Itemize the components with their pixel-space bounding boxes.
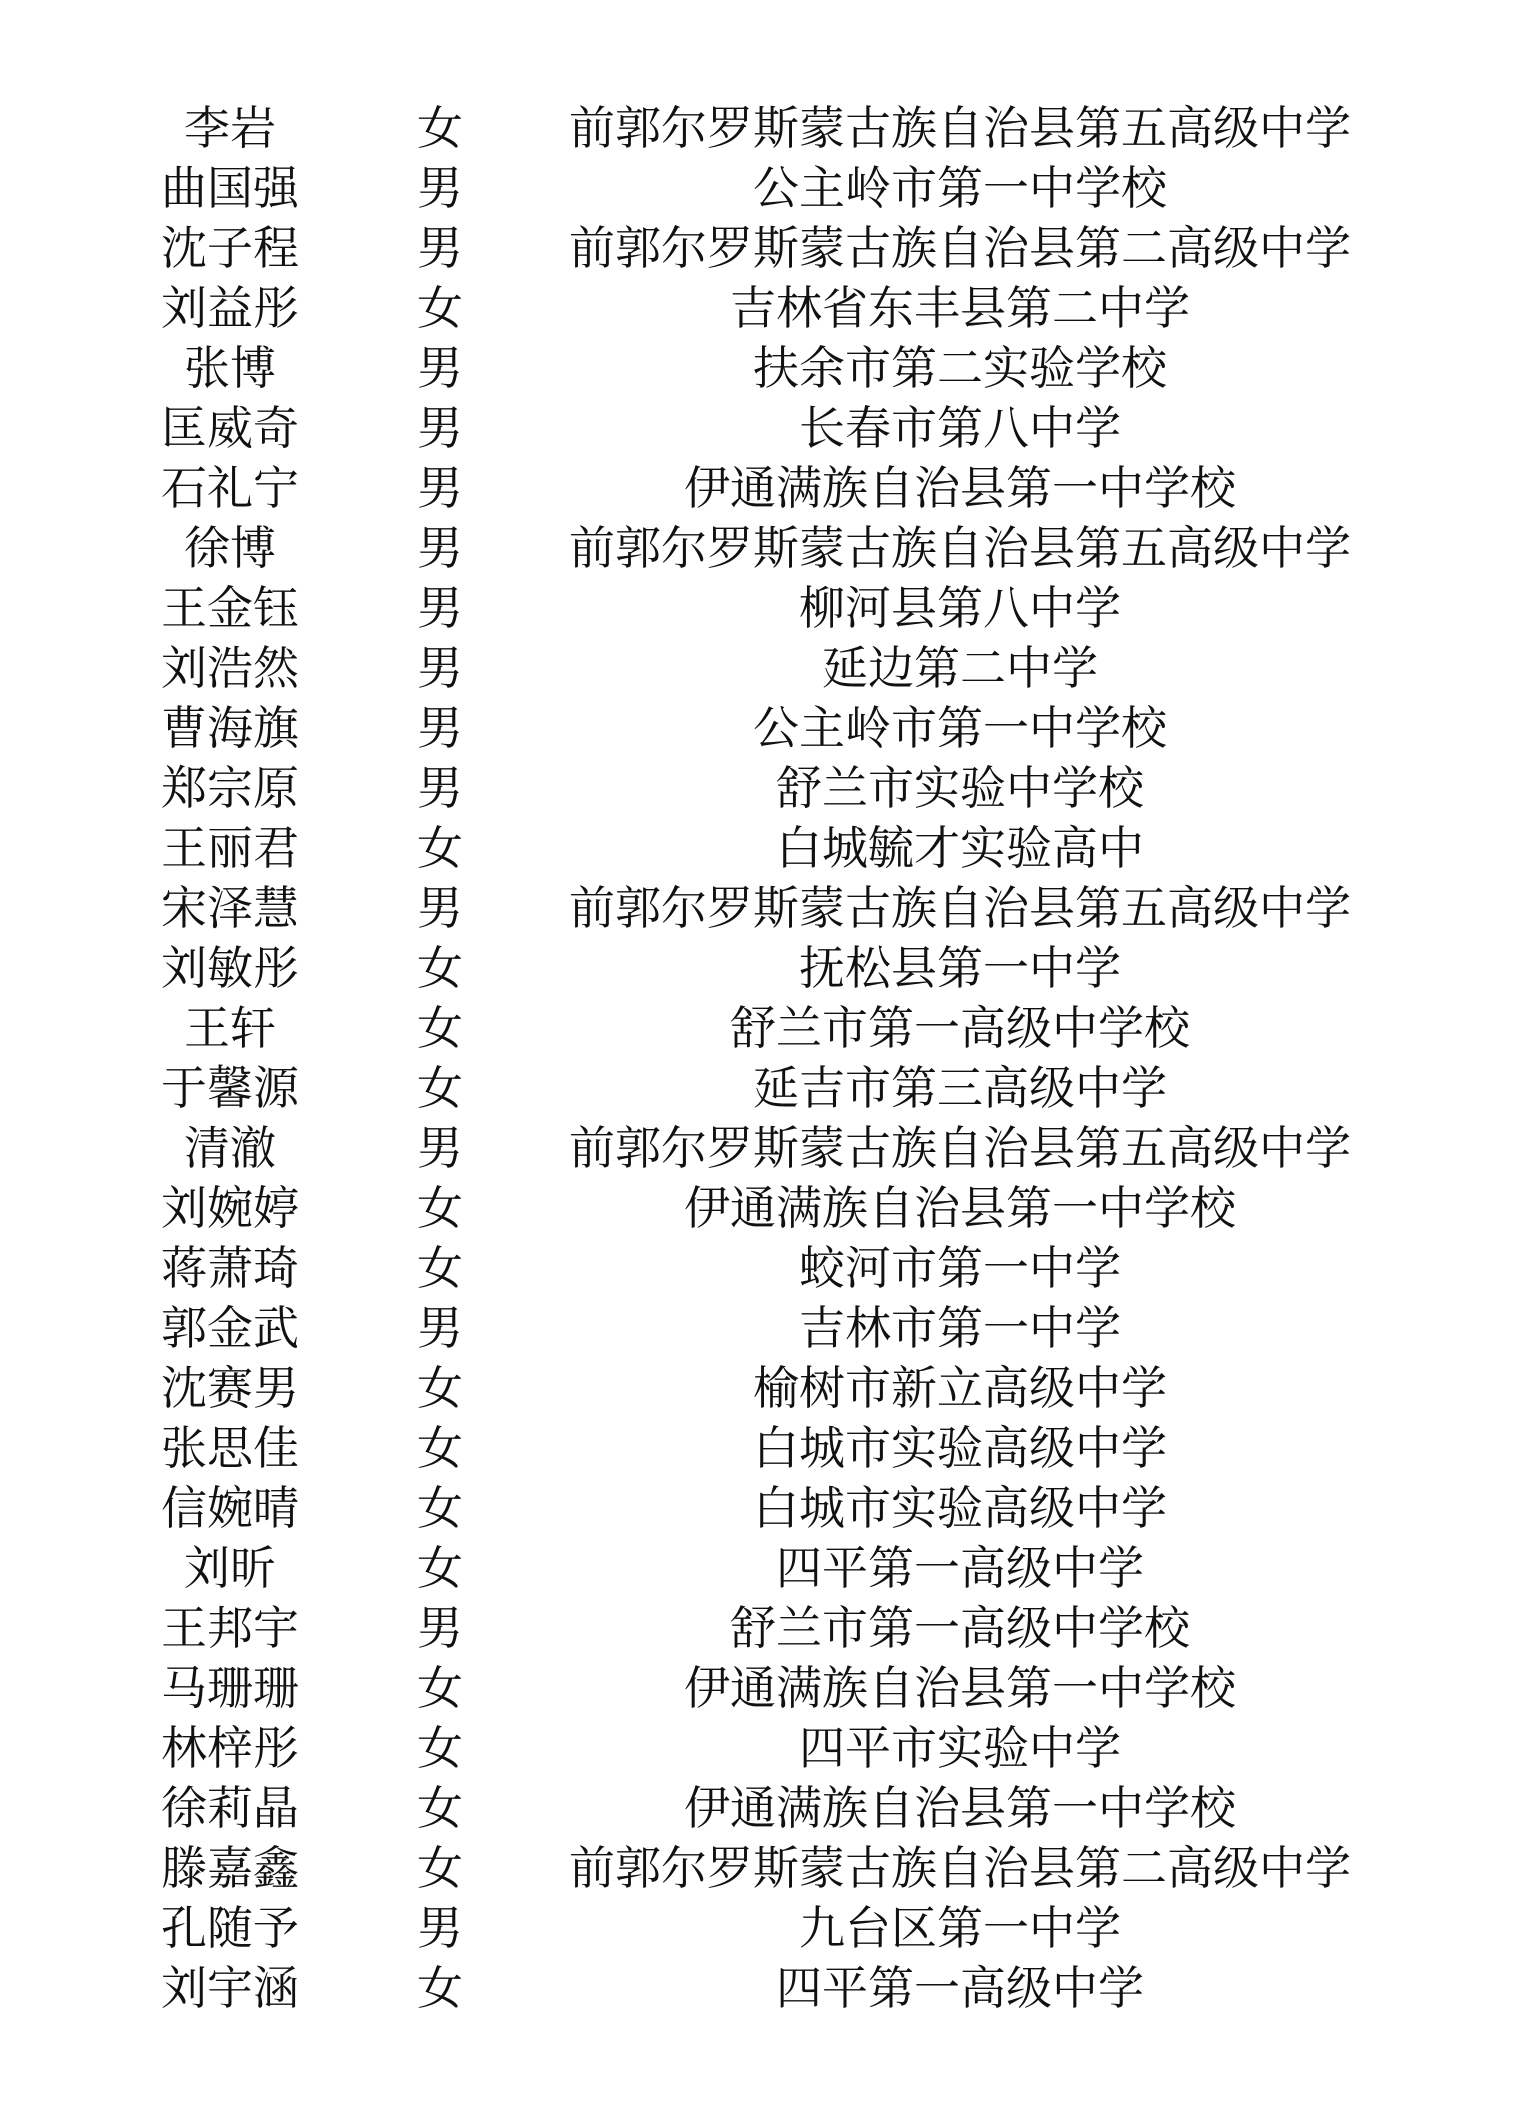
student-name: 曹海旗 [161,701,299,755]
student-name: 宋泽慧 [161,881,299,935]
student-school: 长春市第八中学 [799,401,1121,455]
student-school: 蛟河市第一中学 [799,1241,1121,1295]
student-gender: 女 [417,101,463,155]
student-school: 前郭尔罗斯蒙古族自治县第五高级中学 [569,101,1351,155]
roster-row [0,98,1522,158]
student-gender: 女 [417,1421,463,1475]
roster-row [0,1478,1522,1538]
student-name: 李岩 [184,101,276,155]
student-name: 于馨源 [161,1061,299,1115]
roster-row [0,218,1522,278]
student-name: 沈赛男 [161,1361,299,1415]
student-school: 榆树市新立高级中学 [753,1361,1167,1415]
student-name: 沈子程 [161,221,299,275]
student-school: 白城市实验高级中学 [753,1481,1167,1535]
roster-row [0,638,1522,698]
roster-row [0,818,1522,878]
student-school: 伊通满族自治县第一中学校 [684,1781,1236,1835]
student-name: 王轩 [184,1001,276,1055]
student-gender: 女 [417,1661,463,1715]
student-gender: 男 [417,161,463,215]
student-name: 信婉晴 [161,1481,299,1535]
student-school: 公主岭市第一中学校 [753,701,1167,755]
roster-row [0,1238,1522,1298]
student-gender: 男 [417,461,463,515]
roster-row [0,458,1522,518]
student-name: 刘宇涵 [161,1961,299,2015]
student-gender: 男 [417,1121,463,1175]
student-school: 柳河县第八中学 [799,581,1121,635]
student-gender: 女 [417,1361,463,1415]
student-gender: 女 [417,281,463,335]
roster-row [0,758,1522,818]
student-gender: 男 [417,341,463,395]
student-school: 扶余市第二实验学校 [753,341,1167,395]
roster-row [0,1658,1522,1718]
student-gender: 男 [417,221,463,275]
roster-row [0,998,1522,1058]
student-gender: 男 [417,641,463,695]
roster-row [0,398,1522,458]
student-school: 前郭尔罗斯蒙古族自治县第二高级中学 [569,221,1351,275]
roster-row [0,578,1522,638]
student-name: 匡威奇 [161,401,299,455]
roster-row [0,338,1522,398]
student-name: 刘浩然 [161,641,299,695]
student-name: 马珊珊 [161,1661,299,1715]
student-gender: 男 [417,1901,463,1955]
student-gender: 女 [417,821,463,875]
student-gender: 女 [417,1001,463,1055]
student-school: 前郭尔罗斯蒙古族自治县第二高级中学 [569,1841,1351,1895]
roster-row [0,1418,1522,1478]
student-gender: 男 [417,701,463,755]
roster-row [0,698,1522,758]
student-school: 四平第一高级中学 [776,1961,1144,2015]
student-school: 吉林市第一中学 [799,1301,1121,1355]
student-name: 蒋萧琦 [161,1241,299,1295]
student-name: 郭金武 [161,1301,299,1355]
roster-row [0,1598,1522,1658]
student-school: 白城毓才实验高中 [776,821,1144,875]
student-school: 延吉市第三高级中学 [753,1061,1167,1115]
student-name: 刘婉婷 [161,1181,299,1235]
student-name: 徐博 [184,521,276,575]
student-gender: 男 [417,1601,463,1655]
student-gender: 男 [417,401,463,455]
student-gender: 女 [417,1541,463,1595]
student-gender: 男 [417,761,463,815]
student-school: 吉林省东丰县第二中学 [730,281,1190,335]
roster-row [0,1298,1522,1358]
student-gender: 女 [417,1841,463,1895]
roster-row [0,1058,1522,1118]
roster-row [0,1958,1522,2018]
student-gender: 女 [417,1781,463,1835]
student-name: 郑宗原 [161,761,299,815]
roster-row [0,1898,1522,1958]
student-roster [0,98,1522,2018]
student-name: 曲国强 [161,161,299,215]
student-gender: 男 [417,521,463,575]
student-school: 舒兰市第一高级中学校 [730,1601,1190,1655]
student-name: 刘敏彤 [161,941,299,995]
student-gender: 女 [417,1061,463,1115]
roster-row [0,878,1522,938]
student-name: 张思佳 [161,1421,299,1475]
roster-row [0,278,1522,338]
student-school: 白城市实验高级中学 [753,1421,1167,1475]
student-school: 前郭尔罗斯蒙古族自治县第五高级中学 [569,1121,1351,1175]
student-name: 清澈 [184,1121,276,1175]
student-name: 孔随予 [161,1901,299,1955]
student-gender: 女 [417,1481,463,1535]
roster-row [0,1358,1522,1418]
student-name: 石礼宁 [161,461,299,515]
student-name: 刘益彤 [161,281,299,335]
student-gender: 女 [417,941,463,995]
student-name: 林梓彤 [161,1721,299,1775]
student-gender: 女 [417,1181,463,1235]
student-name: 滕嘉鑫 [161,1841,299,1895]
student-gender: 男 [417,881,463,935]
student-name: 张博 [184,341,276,395]
student-school: 伊通满族自治县第一中学校 [684,1661,1236,1715]
student-name: 刘昕 [184,1541,276,1595]
student-gender: 男 [417,1301,463,1355]
student-school: 伊通满族自治县第一中学校 [684,1181,1236,1235]
student-gender: 女 [417,1961,463,2015]
roster-row [0,518,1522,578]
student-school: 前郭尔罗斯蒙古族自治县第五高级中学 [569,521,1351,575]
roster-row [0,1778,1522,1838]
student-school: 伊通满族自治县第一中学校 [684,461,1236,515]
student-school: 舒兰市第一高级中学校 [730,1001,1190,1055]
roster-row [0,1118,1522,1178]
roster-row [0,1178,1522,1238]
student-gender: 女 [417,1721,463,1775]
student-name: 王邦宇 [161,1601,299,1655]
student-name: 王丽君 [161,821,299,875]
student-school: 舒兰市实验中学校 [776,761,1144,815]
roster-row [0,158,1522,218]
student-school: 四平市实验中学 [799,1721,1121,1775]
student-school: 抚松县第一中学 [799,941,1121,995]
student-school: 九台区第一中学 [799,1901,1121,1955]
student-gender: 女 [417,1241,463,1295]
student-school: 延边第二中学 [822,641,1098,695]
student-school: 前郭尔罗斯蒙古族自治县第五高级中学 [569,881,1351,935]
roster-row [0,1538,1522,1598]
student-name: 王金钰 [161,581,299,635]
student-school: 四平第一高级中学 [776,1541,1144,1595]
roster-row [0,938,1522,998]
roster-row [0,1838,1522,1898]
student-school: 公主岭市第一中学校 [753,161,1167,215]
student-gender: 男 [417,581,463,635]
student-name: 徐莉晶 [161,1781,299,1835]
roster-row [0,1718,1522,1778]
